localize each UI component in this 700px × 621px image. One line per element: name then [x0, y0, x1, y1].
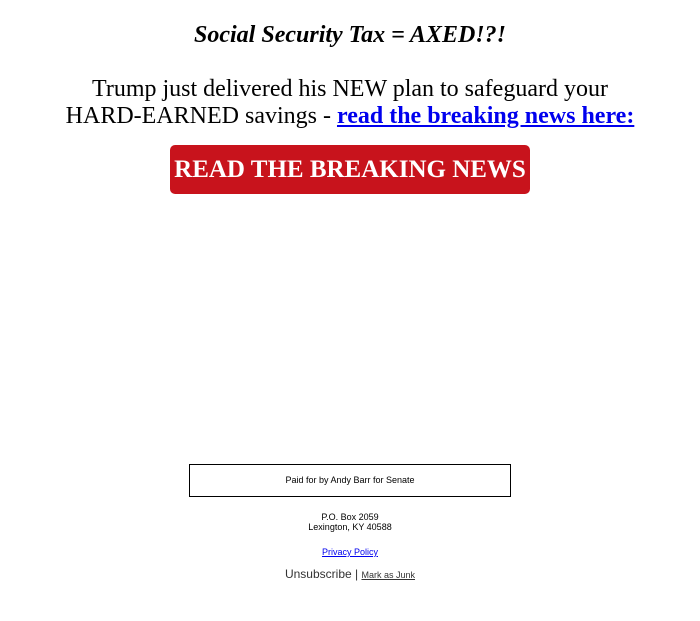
- body-line-2-prefix: HARD-EARNED savings -: [65, 103, 337, 129]
- email-headline: Social Security Tax = AXED!?!: [194, 22, 506, 48]
- mailing-address: [0, 512, 700, 532]
- paid-for-disclaimer: Paid for by Andy Barr for Senate: [189, 464, 511, 497]
- privacy-container: [0, 546, 700, 558]
- read-breaking-news-button[interactable]: READ THE BREAKING NEWS: [170, 145, 530, 194]
- address-line-2: Lexington, KY 40588: [308, 522, 392, 532]
- email-body-text: [0, 76, 700, 130]
- unsubscribe-link[interactable]: Unsubscribe: [284, 567, 352, 581]
- privacy-policy-link[interactable]: Privacy Policy: [321, 547, 378, 557]
- breaking-news-link[interactable]: read the breaking news here:: [336, 103, 635, 129]
- mark-as-junk-link[interactable]: Mark as Junk: [361, 570, 416, 580]
- separator: |: [355, 567, 359, 581]
- cta-container: [0, 145, 700, 194]
- body-line-1: Trump just delivered his NEW plan to safeguard your: [92, 76, 608, 102]
- unsubscribe-row: [0, 567, 700, 582]
- address-line-1: P.O. Box 2059: [321, 512, 379, 522]
